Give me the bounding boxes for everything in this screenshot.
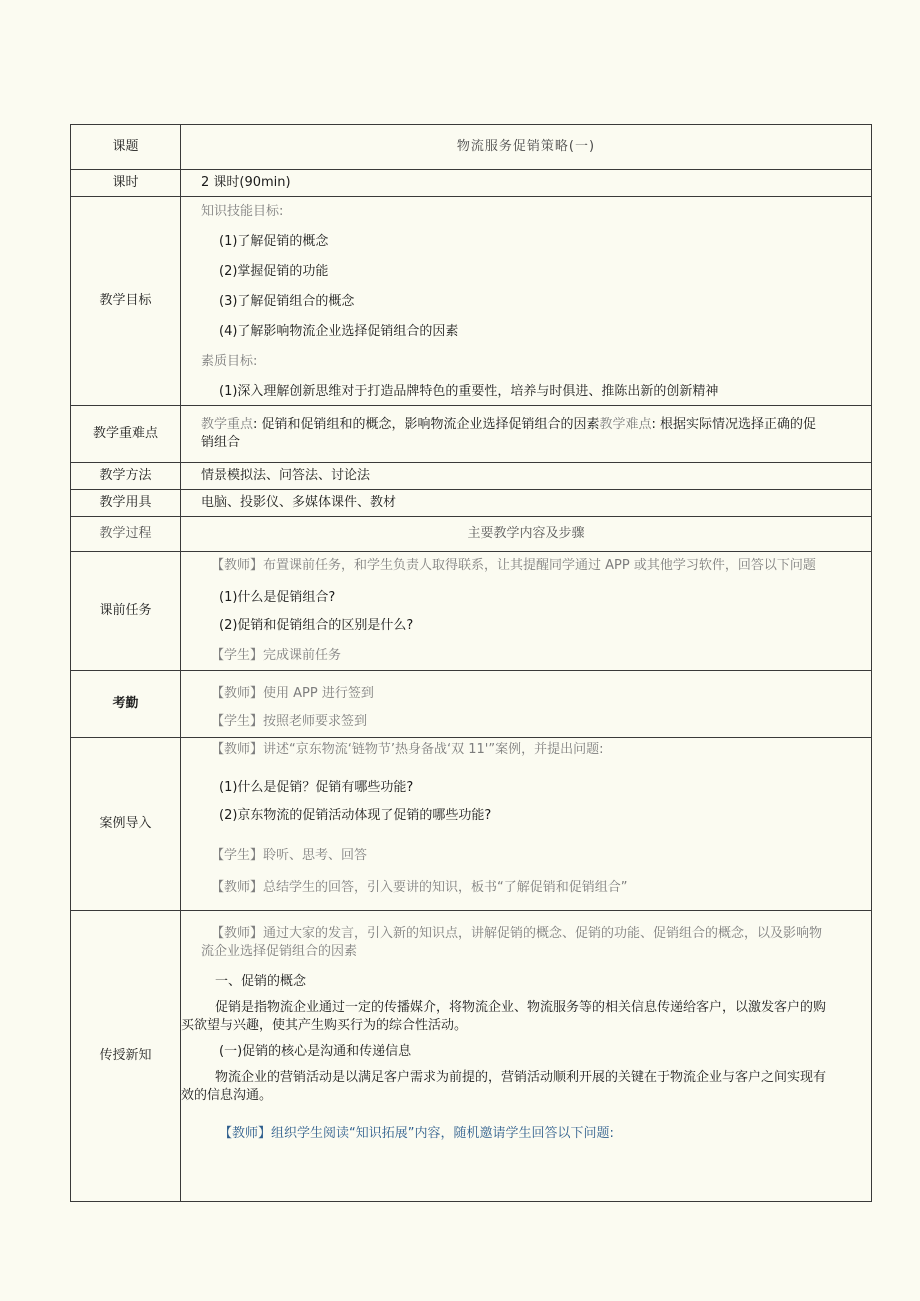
objectives-label: 教学目标 [71,197,181,406]
methods-label: 教学方法 [71,463,181,490]
nk-paragraph-2-cont: 效的信息沟通。 [181,1088,273,1103]
newknowledge-label: 传授新知 [71,911,181,1202]
keypoints-row [71,406,872,463]
objectives-content [181,197,872,406]
attendance-student: 【学生】按照老师要求签到 [211,714,368,729]
pretask-question: (2)促销和促销组合的区别是什么? [219,618,414,633]
case-student: 【学生】聆听、思考、回答 [211,848,368,863]
process-header-row [71,517,872,552]
newknowledge-row [71,911,872,1202]
case-label: 案例导入 [71,738,181,911]
knowledge-item: (3)了解促销组合的概念 [219,294,355,309]
nk-heading-1: 一、促销的概念 [215,974,307,989]
knowledge-item: (4)了解影响物流企业选择促销组合的因素 [219,324,459,339]
page-title: 物流服务促销策略(一) [181,125,872,170]
nk-paragraph-1-cont: 买欲望与兴趣，使其产生购买行为的综合性活动。 [181,1018,468,1033]
methods-value: 情景模拟法、问答法、讨论法 [181,463,872,490]
attendance-label: 考勤 [71,671,181,738]
objectives-row [71,197,872,406]
key-text: : 促销和促销组和的概念，影响物流企业选择促销组合的因素 [253,417,600,432]
lesson-plan-table [70,124,872,1202]
process-label: 教学过程 [71,517,181,552]
process-title: 主要教学内容及步骤 [181,517,872,552]
key-label: 教学重点 [201,417,254,432]
case-question: (2)京东物流的促销活动体现了促销的哪些功能? [219,808,492,823]
keypoints-label: 教学重难点 [71,406,181,463]
hours-row [71,170,872,197]
difficult-text-cont: 销组合 [201,435,241,450]
nk-paragraph-1: 促销是指物流企业通过一定的传播媒介，将物流企业、物流服务等的相关信息传递给客户，以激发客户的购 [215,1000,827,1015]
nk-teacher: 【教师】通过大家的发言，引入新的知识点，讲解促销的概念、促销的功能、促销组合的概念，以及影响物 [211,926,823,941]
case-teacher: 【教师】讲述“京东物流‘链物节’热身备战‘双 11'”案例，并提出问题: [211,742,604,757]
pretask-row [71,552,872,671]
pretask-label: 课前任务 [71,552,181,671]
pretask-content [181,552,872,671]
case-content [181,738,872,911]
attendance-row [71,671,872,738]
tools-value: 电脑、投影仪、多媒体课件、教材 [181,490,872,517]
tools-label: 教学用具 [71,490,181,517]
knowledge-item: (2)掌握促销的功能 [219,264,329,279]
nk-teacher-reading: 【教师】组织学生阅读“知识拓展”内容，随机邀请学生回答以下问题: [219,1126,614,1141]
knowledge-heading: 知识技能目标: [201,204,284,219]
keypoints-content [181,406,872,463]
title-row [71,125,872,170]
pretask-teacher: 【教师】布置课前任务，和学生负责人取得联系，让其提醒同学通过 APP 或其他学习软件，回答以下问题 [211,558,816,573]
case-teacher-summary: 【教师】总结学生的回答，引入要讲的知识，板书“了解促销和促销组合” [211,880,628,895]
hours-value: 2 课时(90min) [181,170,872,197]
knowledge-item: (1)了解促销的概念 [219,234,329,249]
tools-row [71,490,872,517]
attendance-content [181,671,872,738]
quality-item: (1)深入理解创新思维对于打造品牌特色的重要性，培养与时俱进、推陈出新的创新精神 [219,384,719,399]
nk-paragraph-2: 物流企业的营销活动是以满足客户需求为前提的，营销活动顺利开展的关键在于物流企业与客户之间实现有 [215,1070,827,1085]
nk-heading-2: (一)促销的核心是沟通和传递信息 [219,1044,412,1059]
nk-teacher-cont: 流企业选择促销组合的因素 [201,944,358,959]
newknowledge-content [181,911,872,1202]
case-row [71,738,872,911]
pretask-student: 【学生】完成课前任务 [211,648,342,663]
pretask-question: (1)什么是促销组合? [219,590,336,605]
difficult-text: : 根据实际情况选择正确的促 [651,417,817,432]
methods-row [71,463,872,490]
case-question: (1)什么是促销？促销有哪些功能? [219,780,414,795]
difficult-label: 教学难点 [599,417,652,432]
attendance-teacher: 【教师】使用 APP 进行签到 [211,686,374,701]
hours-label: 课时 [71,170,181,197]
title-label: 课题 [71,125,181,170]
quality-heading: 素质目标: [201,354,258,369]
